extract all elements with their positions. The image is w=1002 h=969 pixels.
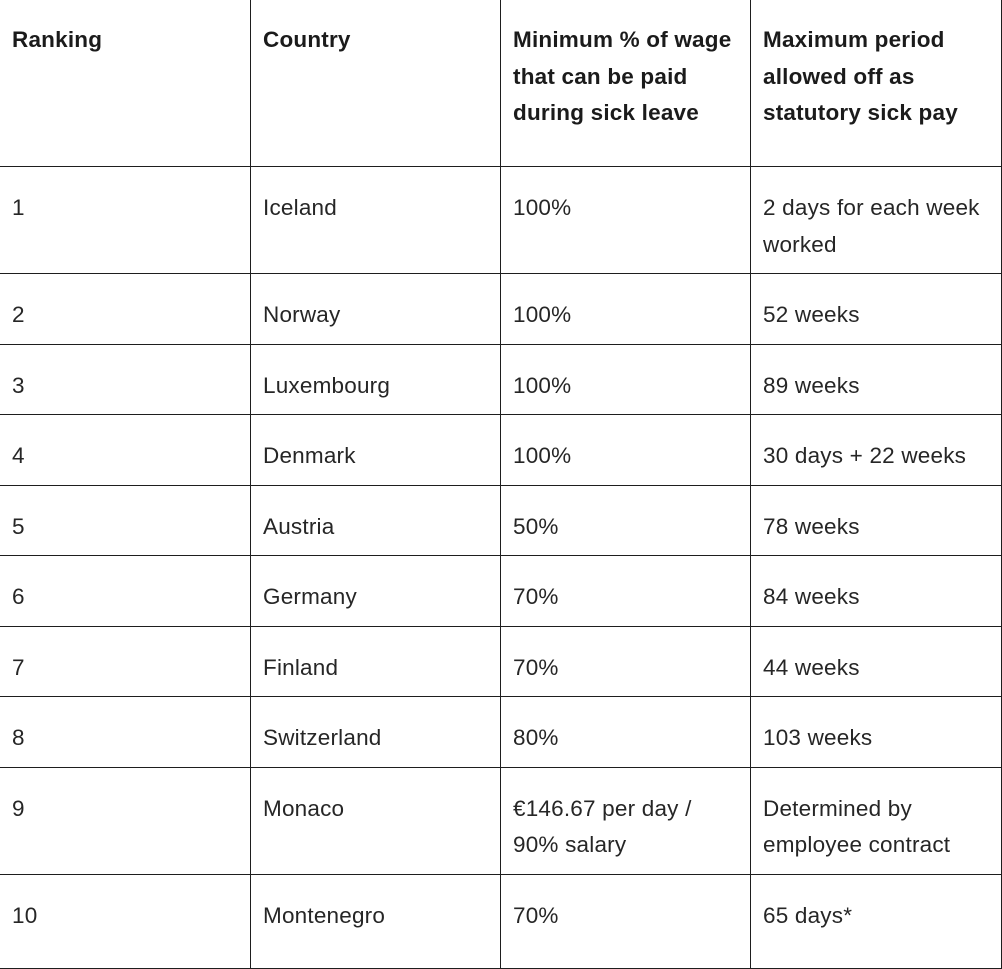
cell-ranking: 7 bbox=[0, 626, 251, 697]
table-row bbox=[0, 485, 1002, 556]
cell-ranking: 8 bbox=[0, 697, 251, 768]
cell-max-period: 30 days + 22 weeks bbox=[751, 415, 1002, 486]
table-header bbox=[0, 0, 1002, 167]
cell-country: Iceland bbox=[251, 167, 501, 274]
cell-country: Germany bbox=[251, 556, 501, 627]
table-row bbox=[0, 556, 1002, 627]
cell-ranking: 3 bbox=[0, 344, 251, 415]
cell-ranking: 4 bbox=[0, 415, 251, 486]
header-max-period: Maximum period allowed off as statutory sick pay bbox=[751, 0, 1002, 167]
cell-max-period: 78 weeks bbox=[751, 485, 1002, 556]
cell-max-period: 52 weeks bbox=[751, 274, 1002, 345]
cell-country: Montenegro bbox=[251, 874, 501, 968]
table-row bbox=[0, 344, 1002, 415]
table-row bbox=[0, 874, 1002, 968]
cell-max-period: 89 weeks bbox=[751, 344, 1002, 415]
table-row bbox=[0, 274, 1002, 345]
cell-ranking: 6 bbox=[0, 556, 251, 627]
cell-min-wage: 100% bbox=[501, 274, 751, 345]
header-min-wage: Minimum % of wage that can be paid during sick leave bbox=[501, 0, 751, 167]
cell-min-wage: 70% bbox=[501, 556, 751, 627]
cell-country: Monaco bbox=[251, 767, 501, 874]
cell-min-wage: 80% bbox=[501, 697, 751, 768]
cell-country: Luxembourg bbox=[251, 344, 501, 415]
table-row bbox=[0, 415, 1002, 486]
cell-min-wage: 70% bbox=[501, 626, 751, 697]
cell-min-wage: 50% bbox=[501, 485, 751, 556]
cell-max-period: 65 days* bbox=[751, 874, 1002, 968]
table-body bbox=[0, 167, 1002, 969]
cell-ranking: 9 bbox=[0, 767, 251, 874]
cell-max-period: 103 weeks bbox=[751, 697, 1002, 768]
cell-country: Austria bbox=[251, 485, 501, 556]
cell-ranking: 2 bbox=[0, 274, 251, 345]
cell-min-wage: 100% bbox=[501, 344, 751, 415]
cell-max-period: Determined by employee contract bbox=[751, 767, 1002, 874]
cell-min-wage: 100% bbox=[501, 167, 751, 274]
cell-max-period: 84 weeks bbox=[751, 556, 1002, 627]
header-ranking: Ranking bbox=[0, 0, 251, 167]
cell-min-wage: €146.67 per day / 90% salary bbox=[501, 767, 751, 874]
cell-max-period: 44 weeks bbox=[751, 626, 1002, 697]
header-country: Country bbox=[251, 0, 501, 167]
table-row bbox=[0, 767, 1002, 874]
cell-ranking: 10 bbox=[0, 874, 251, 968]
cell-country: Finland bbox=[251, 626, 501, 697]
cell-country: Switzerland bbox=[251, 697, 501, 768]
table-row bbox=[0, 697, 1002, 768]
table-row bbox=[0, 626, 1002, 697]
cell-max-period: 2 days for each week worked bbox=[751, 167, 1002, 274]
table-row bbox=[0, 167, 1002, 274]
cell-min-wage: 70% bbox=[501, 874, 751, 968]
cell-country: Denmark bbox=[251, 415, 501, 486]
cell-country: Norway bbox=[251, 274, 501, 345]
header-row bbox=[0, 0, 1002, 167]
cell-ranking: 5 bbox=[0, 485, 251, 556]
cell-min-wage: 100% bbox=[501, 415, 751, 486]
cell-ranking: 1 bbox=[0, 167, 251, 274]
